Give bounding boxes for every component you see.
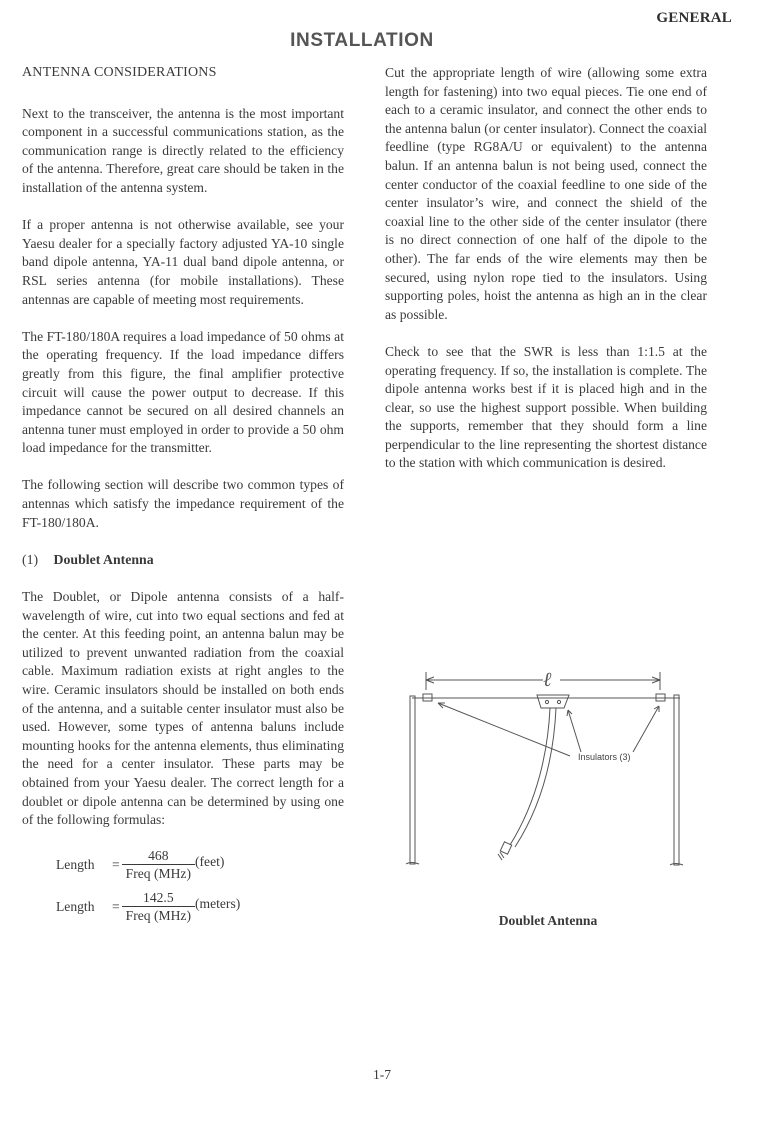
- paragraph: Check to see that the SWR is less than 1:1.5 at the operating frequency. If so, the installation is complete. The dipole antenna works best if it is placed high and in the clear, so use the highest support possible. When building the supports, remember that they should form a line perpendicular to the line representing the shortest distance to the station with which communication is desired.: [385, 343, 707, 471]
- formula-feet: [56, 848, 344, 882]
- formula-numerator: 142.5: [122, 890, 195, 907]
- center-insulator: [537, 695, 569, 708]
- coax-connector: [500, 842, 511, 854]
- formula-unit: (meters): [194, 896, 241, 912]
- balun-terminal-right: [557, 700, 560, 703]
- paragraph: Cut the appropriate length of wire (allowing some extra length for fastening) into two equal pieces. Tie one end of each to a ceramic insulator, and connect the other ends to the antenna balun (or center insulator). Connect the coaxial feedline (type RG8A/U or equivalent) to the antenna balun. If an antenna balun is not being used, connect the center conductor of the coaxial feedline to one side of the center insulator’s wire, and connect the shield of the coaxial line to the other side of the center insulator (there is no direct connection of one half of the dipole to the other). The far ends of the wire elements may then be secured, using nylon rope tied to the insulators. Using supporting poles, hoist the antenna as high an in the clear as possible.: [385, 65, 707, 322]
- pole-left: [410, 696, 415, 864]
- leader-line-right: [633, 706, 659, 752]
- paragraph: The FT-180/180A requires a load impedance of 50 ohms at the operating frequency. If the load impedance differs greatly from this figure, the final amplifier protective circuit will cause the power output to decrease. If this impedance cannot be secured on all desired channels an antenna tuner must employed in order to provide a 50 ohm load impedance for the transmitter.: [22, 328, 344, 456]
- subsection-title: Doublet Antenna: [53, 551, 154, 567]
- formula-label: Length: [56, 857, 95, 873]
- paragraph: Next to the transceiver, the antenna is the most important component in a successful communications station, as the communication range is directly related to the efficiency of the antenna. Therefore, great care should be taken in the installation of the antenna system.: [22, 105, 344, 195]
- doublet-paragraph: The Doublet, or Dipole antenna consists of a half-wavelength of wire, cut into two equal sections and fed at the center. At this feeding point, an antenna balun may be utilized to prevent unwanted radiation from the coaxial cable. Maximum radiation exists at right angles to the wire. Ceramic insulators should be installed on both ends of the antenna, and a suitable center insulator must also be used. However, some types of antenna baluns include mounting hooks for the antenna elements, thus eliminating the need for a center insulator. These parts may be obtained from your Yaesu dealer. The correct length for a doublet or dipole antenna can be determined by using one of the following formulas:: [22, 589, 344, 828]
- formula-denominator: Freq (MHz): [125, 866, 191, 882]
- formula-fraction: [124, 890, 193, 924]
- paragraph: The following section will describe two common types of antennas which satisfy the impedance requirement of the FT-180/180A.: [22, 477, 344, 530]
- right-column: [385, 64, 707, 492]
- formula-unit: (feet): [194, 854, 225, 870]
- balun-terminal-left: [545, 700, 548, 703]
- coax-feedline-edge: [510, 708, 550, 845]
- figure-caption: Doublet Antenna: [498, 913, 598, 928]
- formula-numerator: 468: [122, 848, 195, 865]
- formula-equals: =: [112, 899, 120, 915]
- formula-fraction: [124, 848, 193, 882]
- formula-label: Length: [56, 899, 95, 915]
- formula-equals: =: [112, 857, 120, 873]
- page-title: INSTALLATION: [290, 30, 434, 51]
- formula-meters: [56, 890, 344, 924]
- subsection-number: (1): [22, 551, 39, 567]
- formula-denominator: Freq (MHz): [125, 908, 191, 924]
- insulators-label: Insulators (3): [578, 752, 631, 762]
- page-number: 1-7: [372, 1067, 392, 1082]
- section-heading: ANTENNA CONSIDERATIONS: [22, 65, 217, 80]
- coax-connector-thread: [498, 852, 504, 860]
- doublet-antenna-diagram: [398, 660, 698, 880]
- doublet-antenna-figure: [398, 660, 698, 880]
- pole-right: [674, 695, 679, 865]
- section-tag: GENERAL: [656, 10, 732, 26]
- length-symbol: ℓ: [543, 669, 552, 691]
- left-column: [22, 64, 344, 932]
- paragraph: If a proper antenna is not otherwise available, see your Yaesu dealer for a specially factory adjusted YA-10 single band dipole antenna, YA-11 dual band dipole antenna, or RSL series antenna (for mobile installations). These antennas are capable of meeting most requirements.: [22, 217, 344, 307]
- leader-line-center: [568, 710, 581, 752]
- subsection-heading: [22, 551, 344, 570]
